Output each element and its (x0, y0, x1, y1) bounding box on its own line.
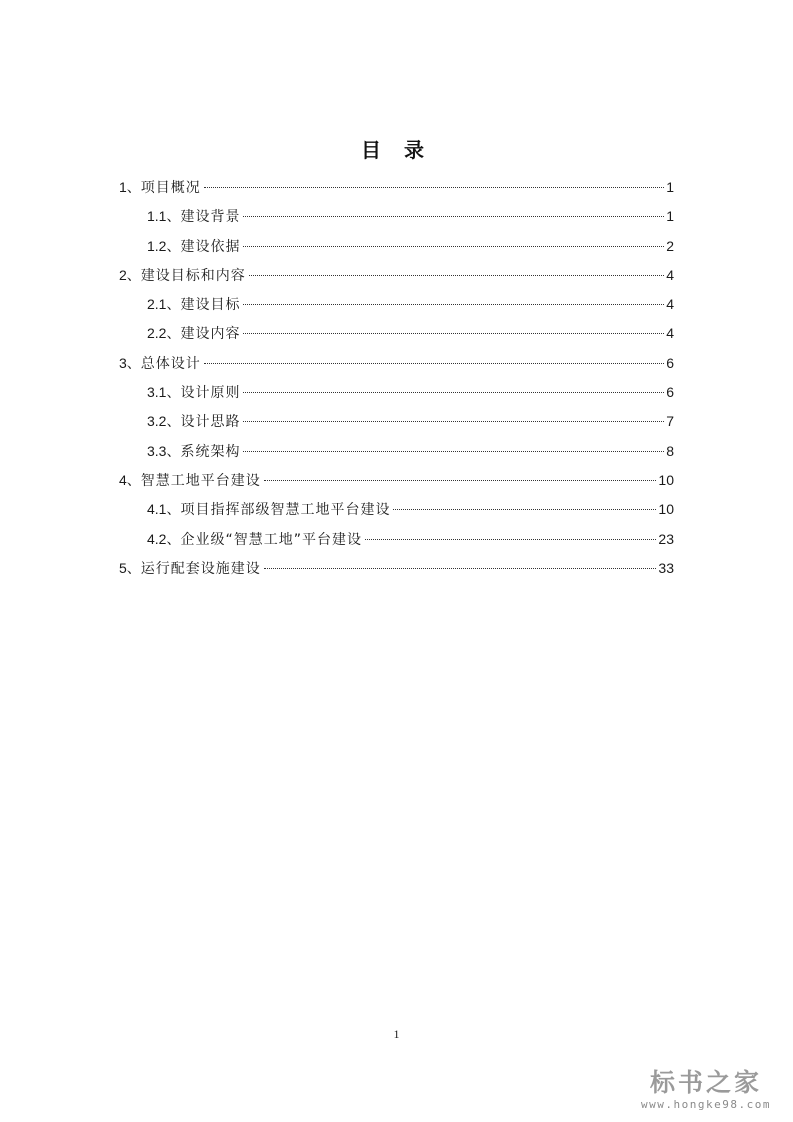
toc-dot-leader (393, 509, 656, 510)
toc-entry-page: 10 (658, 471, 674, 488)
watermark-url: www.hongke98.com (641, 1098, 771, 1111)
toc-dot-leader (243, 333, 664, 334)
toc-entry-number: 5、 (119, 559, 141, 576)
toc-dot-leader (204, 187, 664, 188)
toc-dot-leader (243, 246, 664, 247)
page-number: 1 (393, 1027, 400, 1041)
toc-entry-title: 建设目标 (180, 297, 241, 314)
toc-entry-number: 1.1、 (147, 208, 181, 225)
toc-entry[interactable] (119, 319, 674, 348)
toc-entry-title: 总体设计 (140, 355, 201, 372)
toc-entry[interactable] (119, 261, 674, 290)
toc-entry-number: 4.2、 (147, 530, 181, 547)
toc-entry-title: 运行配套设施建设 (140, 560, 261, 577)
toc-entry-page: 8 (666, 442, 674, 459)
watermark-logo: 标书之家 (649, 1068, 762, 1097)
toc-entry-page: 2 (666, 237, 674, 254)
toc-entry[interactable] (119, 466, 674, 495)
toc-entry-page: 1 (666, 208, 674, 225)
toc-entry[interactable] (119, 173, 674, 202)
toc-entry[interactable] (119, 232, 674, 261)
toc-entry-page: 7 (666, 413, 674, 430)
toc-dot-leader (249, 275, 664, 276)
toc-entry-title: 建设内容 (180, 326, 241, 343)
toc-dot-leader (264, 480, 657, 481)
toc-entry-title: 项目指挥部级智慧工地平台建设 (180, 502, 391, 519)
toc-entry[interactable] (119, 495, 674, 524)
toc-entry-title: 项目概况 (140, 180, 201, 196)
toc-entry[interactable] (119, 437, 674, 466)
toc-dot-leader (243, 392, 664, 393)
toc-dot-leader (243, 216, 664, 217)
toc-dot-leader (264, 568, 657, 569)
toc-dot-leader (243, 304, 664, 305)
toc-entry[interactable] (119, 290, 674, 319)
toc-entry-number: 2.1、 (147, 296, 181, 313)
toc-entry[interactable] (119, 202, 674, 231)
toc-entry-number: 3.2、 (147, 413, 181, 430)
toc-entry-page: 33 (658, 559, 674, 576)
toc-entry-number: 3.3、 (147, 442, 181, 459)
toc-entry-page: 4 (666, 296, 674, 313)
toc-entry-number: 3、 (119, 354, 141, 371)
toc-dot-leader (243, 451, 664, 452)
toc-entry-title: 建设目标和内容 (140, 267, 246, 284)
toc-entry-title: 企业级“智慧工地”平台建设 (180, 531, 362, 548)
toc-dot-leader (243, 421, 664, 422)
toc-entry-page: 4 (666, 266, 674, 283)
toc-dot-leader (204, 363, 664, 364)
toc-entry-number: 4、 (119, 471, 141, 488)
toc-entry-title: 建设依据 (180, 238, 241, 255)
toc-entry-number: 2、 (119, 266, 141, 283)
toc-entry-number: 1、 (119, 179, 141, 195)
toc-entry-page: 6 (666, 354, 674, 371)
toc-entry-page: 23 (658, 530, 674, 547)
toc-entry[interactable] (119, 407, 674, 436)
toc-entry-page: 10 (658, 501, 674, 518)
toc-entry-title: 智慧工地平台建设 (140, 472, 261, 489)
toc-entry-number: 3.1、 (147, 384, 181, 401)
toc-entry-number: 4.1、 (147, 501, 181, 518)
toc-entry[interactable] (119, 349, 674, 378)
toc-entry[interactable] (119, 525, 674, 554)
toc-entry-number: 2.2、 (147, 325, 181, 342)
toc-entry-title: 系统架构 (180, 443, 241, 460)
toc-entry-title: 建设背景 (180, 209, 241, 226)
toc-entry[interactable] (119, 554, 674, 583)
toc-dot-leader (365, 539, 656, 540)
toc-entry-page: 4 (666, 325, 674, 342)
toc-entry-number: 1.2、 (147, 237, 181, 254)
toc-title: 目 录 (361, 138, 432, 162)
toc-entry-title: 设计思路 (180, 414, 241, 431)
toc-entry-page: 1 (666, 179, 674, 195)
toc-entry[interactable] (119, 378, 674, 407)
toc-entry-page: 6 (666, 384, 674, 401)
toc-entry-title: 设计原则 (180, 385, 241, 402)
watermark (631, 1068, 781, 1112)
table-of-contents (119, 173, 674, 583)
